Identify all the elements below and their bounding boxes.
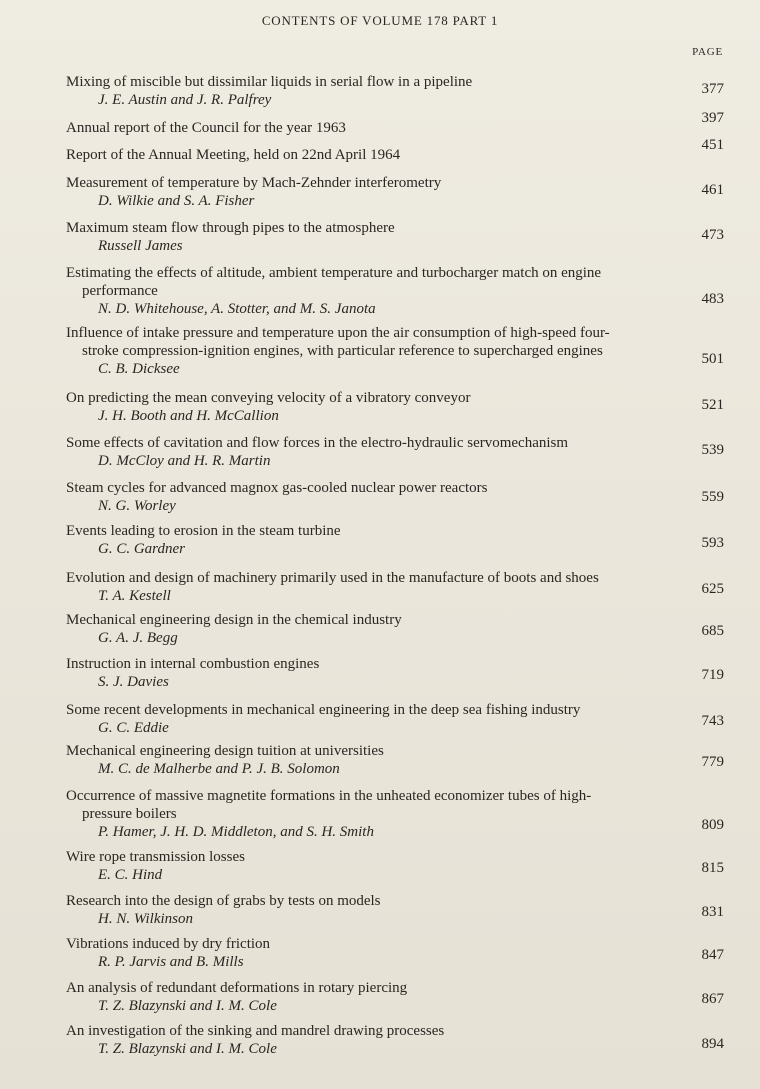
entry-page-number: 831 bbox=[701, 904, 724, 920]
contents-entry bbox=[66, 389, 724, 425]
entry-page-number: 867 bbox=[701, 991, 724, 1007]
entry-authors: M. C. de Malherbe and P. J. B. Solomon bbox=[98, 761, 340, 777]
contents-entry bbox=[66, 701, 724, 737]
entry-page-number: 847 bbox=[701, 947, 724, 963]
entry-page-number: 685 bbox=[701, 623, 724, 639]
entry-page-number: 501 bbox=[701, 351, 724, 367]
entry-authors: H. N. Wilkinson bbox=[98, 911, 194, 927]
entry-title: Estimating the effects of altitude, ambient temperature and turbocharger match on engine bbox=[66, 265, 602, 281]
entry-title: Mechanical engineering design in the chemical industry bbox=[66, 612, 402, 628]
entry-page-number: 815 bbox=[701, 860, 724, 876]
entry-title: Annual report of the Council for the year 1963 bbox=[66, 120, 346, 136]
entry-title: Influence of intake pressure and temperature upon the air consumption of high-speed four- bbox=[66, 325, 610, 341]
entry-authors: T. Z. Blazynski and I. M. Cole bbox=[98, 1041, 277, 1057]
contents-entry bbox=[66, 655, 724, 691]
contents-entry bbox=[66, 434, 724, 470]
entry-authors: T. Z. Blazynski and I. M. Cole bbox=[98, 998, 277, 1014]
entry-title: Report of the Annual Meeting, held on 22nd April 1964 bbox=[66, 147, 401, 163]
entry-page-number: 625 bbox=[701, 581, 724, 597]
entry-page-number: 539 bbox=[701, 442, 724, 458]
entry-title: Measurement of temperature by Mach-Zehnder interferometry bbox=[66, 175, 442, 191]
contents-entry bbox=[66, 892, 724, 928]
contents-entry bbox=[66, 324, 724, 378]
contents-entry bbox=[66, 742, 724, 778]
entry-authors: J. E. Austin and J. R. Palfrey bbox=[98, 92, 272, 108]
contents-entry bbox=[66, 110, 724, 137]
entry-authors: N. G. Worley bbox=[98, 498, 176, 514]
entry-title: Mixing of miscible but dissimilar liquids in serial flow in a pipeline bbox=[66, 74, 473, 90]
entry-authors: C. B. Dicksee bbox=[98, 361, 180, 377]
entry-title-continued: stroke compression-ignition engines, with particular reference to supercharged engines bbox=[82, 343, 603, 359]
entry-title-continued: performance bbox=[82, 283, 158, 299]
entry-title: Steam cycles for advanced magnox gas-cooled nuclear power reactors bbox=[66, 480, 488, 496]
contents-entry bbox=[66, 219, 724, 255]
entry-authors: Russell James bbox=[98, 238, 183, 254]
entry-authors: J. H. Booth and H. McCallion bbox=[98, 408, 279, 424]
contents-entry bbox=[66, 611, 724, 647]
contents-entry bbox=[66, 787, 724, 841]
entry-authors: S. J. Davies bbox=[98, 674, 169, 690]
contents-entry bbox=[66, 174, 724, 210]
entry-title: An analysis of redundant deformations in rotary piercing bbox=[66, 980, 408, 996]
entry-title: Some effects of cavitation and flow forces in the electro-hydraulic servomechanism bbox=[66, 435, 569, 451]
entry-title: Events leading to erosion in the steam turbine bbox=[66, 523, 341, 539]
entry-title: On predicting the mean conveying velocity of a vibratory conveyor bbox=[66, 390, 471, 406]
entry-page-number: 779 bbox=[701, 754, 724, 770]
entry-authors: D. McCloy and H. R. Martin bbox=[98, 453, 271, 469]
contents-heading: CONTENTS OF VOLUME 178 PART 1 bbox=[261, 13, 499, 28]
entry-page-number: 593 bbox=[701, 535, 724, 551]
entry-title: Occurrence of massive magnetite formations in the unheated economizer tubes of high- bbox=[66, 788, 592, 804]
entry-page-number: 719 bbox=[701, 667, 724, 683]
entry-page-number: 397 bbox=[701, 110, 724, 126]
entry-authors: N. D. Whitehouse, A. Stotter, and M. S. Janota bbox=[98, 301, 376, 317]
contents-entry bbox=[66, 979, 724, 1015]
contents-entry bbox=[66, 479, 724, 515]
entry-authors: T. A. Kestell bbox=[98, 588, 171, 604]
entry-page-number: 473 bbox=[701, 227, 724, 243]
entry-page-number: 894 bbox=[701, 1036, 724, 1052]
entry-title: Instruction in internal combustion engines bbox=[66, 656, 320, 672]
contents-entry bbox=[66, 137, 724, 164]
entry-page-number: 521 bbox=[701, 397, 724, 413]
entry-page-number: 483 bbox=[701, 291, 724, 307]
entry-title: Research into the design of grabs by tests on models bbox=[66, 893, 381, 909]
entry-title-continued: pressure boilers bbox=[82, 806, 177, 822]
contents-entry bbox=[66, 935, 724, 971]
contents-entry bbox=[66, 264, 724, 318]
entry-page-number: 559 bbox=[701, 489, 724, 505]
entry-title: An investigation of the sinking and mandrel drawing processes bbox=[66, 1023, 445, 1039]
entry-title: Maximum steam flow through pipes to the atmosphere bbox=[66, 220, 395, 236]
contents-entry bbox=[66, 569, 724, 605]
entry-authors: D. Wilkie and S. A. Fisher bbox=[98, 193, 255, 209]
entry-page-number: 451 bbox=[701, 137, 724, 153]
entry-page-number: 809 bbox=[701, 817, 724, 833]
entry-page-number: 461 bbox=[701, 182, 724, 198]
entry-authors: E. C. Hind bbox=[98, 867, 163, 883]
entry-page-number: 743 bbox=[701, 713, 724, 729]
page-column-label: PAGE bbox=[692, 46, 723, 58]
entry-authors: G. C. Eddie bbox=[98, 720, 169, 736]
entry-title: Vibrations induced by dry friction bbox=[66, 936, 271, 952]
entry-authors: G. C. Gardner bbox=[98, 541, 185, 557]
entry-title: Wire rope transmission losses bbox=[66, 849, 245, 865]
contents-entry bbox=[66, 522, 724, 558]
entry-title: Mechanical engineering design tuition at universities bbox=[66, 743, 384, 759]
entry-authors: G. A. J. Begg bbox=[98, 630, 178, 646]
entry-title: Some recent developments in mechanical engineering in the deep sea fishing industry bbox=[66, 702, 581, 718]
entry-title: Evolution and design of machinery primarily used in the manufacture of boots and shoes bbox=[66, 570, 599, 586]
entry-page-number: 377 bbox=[701, 81, 724, 97]
contents-entry bbox=[66, 1022, 724, 1058]
contents-entry bbox=[66, 73, 724, 109]
entry-authors: R. P. Jarvis and B. Mills bbox=[98, 954, 244, 970]
entry-authors: P. Hamer, J. H. D. Middleton, and S. H. Smith bbox=[98, 824, 374, 840]
contents-entry bbox=[66, 848, 724, 884]
